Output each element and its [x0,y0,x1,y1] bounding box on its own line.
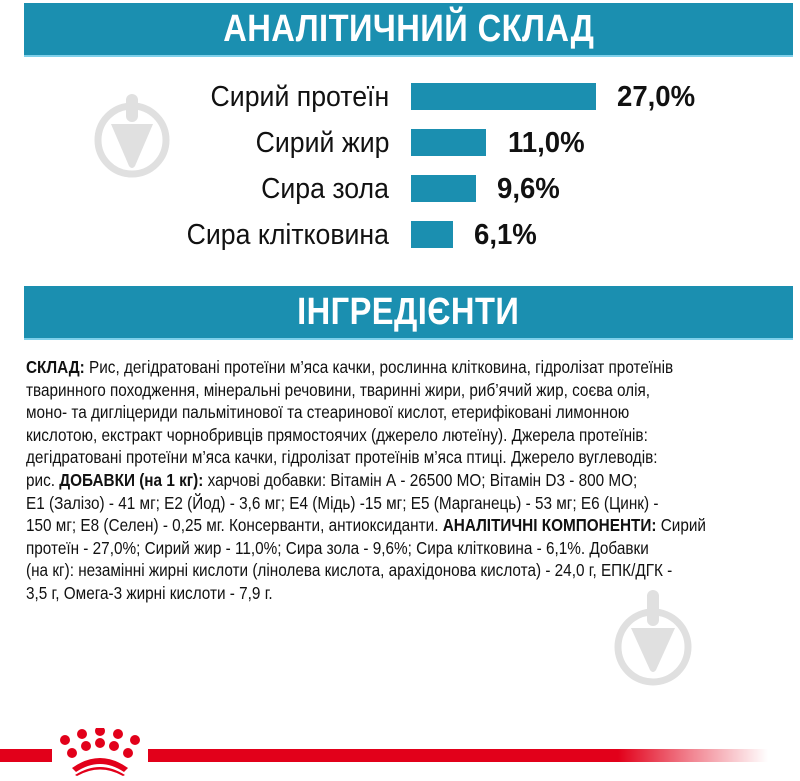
ingredients-run: 3,5 г, Омега-3 жирні кислоти - 7,9 г. [26,582,273,603]
bar-value: 9,6% [497,173,560,205]
bar [411,175,476,202]
bar-label: Сирий протеїн [210,81,389,113]
ingredients-run: тваринного походження, мінеральні речовини, тваринні жири, риб’ячий жир, соєва олія, [26,379,651,400]
ingredients-run: (на кг): незамінні жирні кислоти (лінолева кислота, арахідонова кислота) - 24,0 г, ЕПК/ДГК - [26,560,673,581]
bar [411,83,596,110]
ingredients-run: Рис, дегідратовані протеїни м’яса качки, рослинна клітковина, гідролізат протеїнів [84,357,674,377]
bar-row-protein [0,83,800,111]
brand-line-right [148,749,768,762]
ingredients-banner [24,286,793,340]
ingredients-line [26,446,700,469]
bar-value: 6,1% [474,219,537,251]
ingredients-title: ІНГРЕДІЄНТИ [297,290,520,333]
ingredients-line [26,537,700,560]
bar-row-fiber [0,221,800,249]
bar [411,129,486,156]
bar-value: 27,0% [617,81,696,113]
ingredients-run: рис. [26,469,60,490]
ingredients-line [26,492,700,515]
ingredients-run: 150 мг; E8 (Селен) - 0,25 мг. Консерванти, антиоксиданти. [26,515,443,536]
ingredients-heading: СКЛАД: [26,357,85,377]
analytic-composition-title: АНАЛІТИЧНИЙ СКЛАД [222,7,595,50]
ingredients-run: Сирий [656,515,706,536]
ingredients-run: кислотою, екстракт чорнобривців прямостоячих (джерело лютеїну). Джерела протеїнів: [26,424,648,445]
download-watermark-icon [611,590,697,695]
bar-row-ash [0,175,800,203]
ingredients-text [26,356,796,605]
ingredients-run: моно- та дигліцериди пальмітинової та стеаринової кислот, етерифіковані лимонною [26,402,630,423]
ingredients-line [26,469,700,492]
ingredients-line [26,424,700,447]
bar-label: Сира клітковина [186,219,389,251]
analytic-bar-chart [0,0,800,270]
bar-row-fat [0,129,800,157]
ingredients-line [26,559,700,582]
bar-value: 11,0% [508,127,585,159]
royal-canin-crown-logo [58,728,142,781]
bar-label: Сира зола [261,173,389,205]
ingredients-heading: АНАЛІТИЧНІ КОМПОНЕНТИ: [442,515,657,536]
ingredients-line [26,514,706,537]
bar-label: Сирий жир [255,127,389,159]
bar [411,221,453,248]
ingredients-run: харчові добавки: Вітамін А - 26500 МО; Вітамін D3 - 800 МО; [203,469,638,490]
ingredients-line [26,401,700,424]
ingredients-line [26,582,700,605]
ingredients-line [26,379,700,402]
brand-line-left [0,749,52,762]
ingredients-heading: ДОБАВКИ (на 1 кг): [59,469,204,490]
ingredients-line [26,356,700,379]
ingredients-run: E1 (Залізо) - 41 мг; E2 (Йод) - 3,6 мг; E4 (Мідь) -15 мг; E5 (Марганець) - 53 мг; E6 (Цинк) - [26,492,659,513]
ingredients-run: протеїн - 27,0%; Сирий жир - 11,0%; Сира зола - 9,6%; Сира клітковина - 6,1%. Добавки [26,537,649,558]
ingredients-run: дегідратовані протеїни м’яса качки, гідролізат протеїнів м’яса птиці. Джерело вуглеводів: [26,447,658,468]
